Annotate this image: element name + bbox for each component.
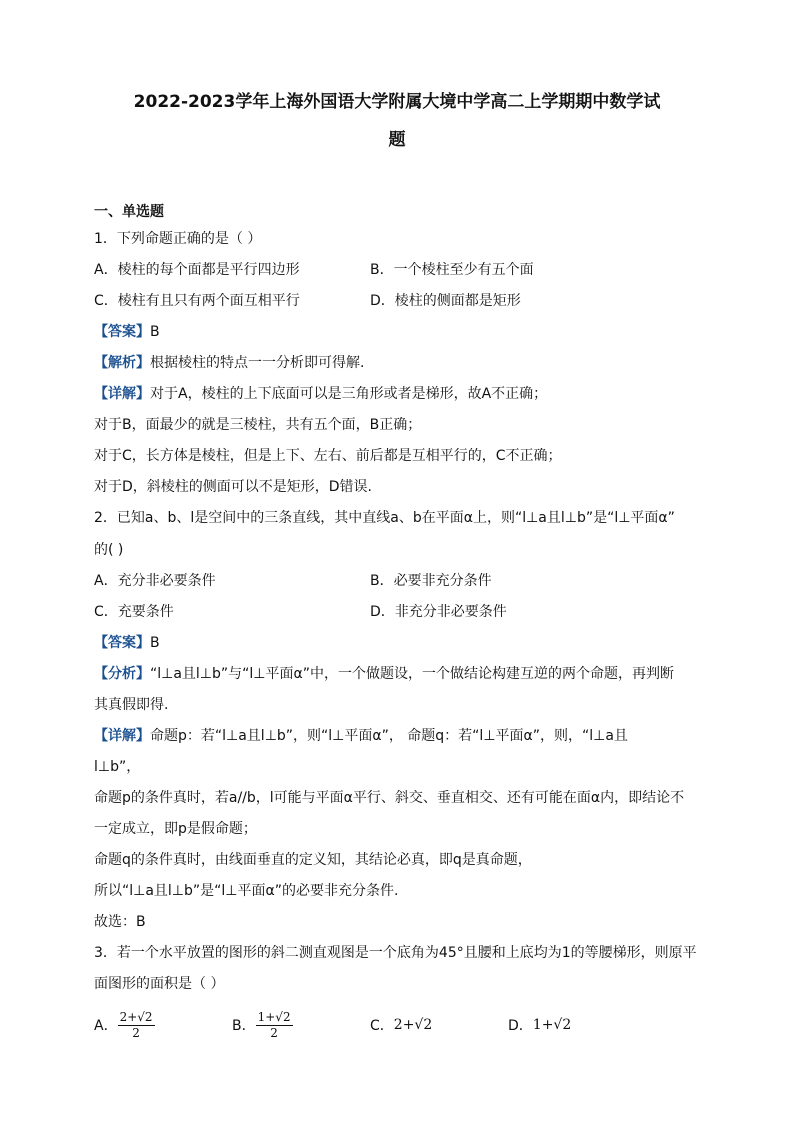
q3-option-d-label: D． — [508, 1018, 533, 1034]
q2-detail-text-4: 一定成立，即p是假命题； — [94, 821, 257, 837]
q1-option-d: D．棱柱的侧面都是矩形 — [370, 293, 521, 309]
q3-option-b-numerator: 1+√2 — [257, 1009, 291, 1024]
q1-answer-value: B — [150, 324, 160, 340]
detail-tag: 【详解】 — [94, 386, 150, 402]
q1-option-b: B．一个棱柱至少有五个面 — [370, 262, 534, 278]
q3-option-b-denominator: 2 — [270, 1025, 278, 1040]
q2-fenxi — [94, 665, 674, 683]
q2-option-a: A．充分非必要条件 — [94, 573, 216, 589]
q2-answer-value: B — [150, 635, 160, 651]
q2-detail — [94, 727, 628, 745]
q2-detail-text-3: 命题p的条件真时，若a//b，l可能与平面α平行、斜交、垂直相交、还有可能在面α内，即结论不 — [94, 790, 685, 806]
q3-option-b-fraction — [256, 1010, 293, 1041]
q1-stem: 1．下列命题正确的是（ ） — [94, 231, 262, 247]
q2-detail-text-2: l⊥b”， — [94, 759, 141, 775]
q2-stem-line2: 的( ) — [94, 542, 124, 558]
q1-detail-text-4: 对于D，斜棱柱的侧面可以不是矩形，D错误. — [94, 479, 373, 495]
q1-detail-text-2: 对于B，面最少的就是三棱柱，共有五个面，B正确； — [94, 417, 422, 433]
q1-detail-text-1: 对于A，棱柱的上下底面可以是三角形或者是梯形，故A不正确； — [150, 386, 548, 402]
q2-answer — [94, 634, 160, 652]
q2-stem-line1: 2．已知a、b、l是空间中的三条直线，其中直线a、b在平面α上，则“l⊥a且l⊥b”是“l⊥平面α” — [94, 510, 675, 526]
q3-option-c-label: C． — [370, 1018, 394, 1034]
q1-detail-text-3: 对于C，长方体是棱柱，但是上下、左右、前后都是互相平行的，C不正确； — [94, 448, 562, 464]
document-title-line2: 题 — [388, 130, 406, 150]
q1-analysis — [94, 354, 364, 372]
fenxi-tag: 【分析】 — [94, 666, 150, 682]
q2-detail-text-6: 所以“l⊥a且l⊥b”是“l⊥平面α”的必要非充分条件. — [94, 883, 399, 899]
q3-option-a-fraction — [118, 1010, 155, 1041]
q1-detail — [94, 385, 547, 403]
q3-option-c — [370, 1005, 432, 1045]
q3-option-d-value: 1+√2 — [532, 1017, 572, 1033]
q2-detail-text-5: 命题q的条件真时，由线面垂直的定义知，其结论必真，即q是真命题， — [94, 852, 532, 868]
q3-option-b — [232, 1005, 293, 1045]
q2-detail-text-1: 命题p：若“l⊥a且l⊥b”，则“l⊥平面α”， 命题q：若“l⊥平面α”，则，“l⊥a且 — [150, 728, 628, 744]
answer-tag: 【答案】 — [94, 635, 150, 651]
q1-analysis-text: 根据棱柱的特点一一分析即可得解. — [150, 355, 365, 371]
q1-answer — [94, 323, 160, 341]
q2-option-c: C．充要条件 — [94, 604, 174, 620]
answer-tag: 【答案】 — [94, 324, 150, 340]
q2-conclusion: 故选：B — [94, 914, 146, 930]
q2-option-d: D．非充分非必要条件 — [370, 604, 507, 620]
document-title-line1: 2022-2023学年上海外国语大学附属大境中学高二上学期期中数学试 — [133, 92, 661, 112]
q3-option-b-label: B． — [232, 1018, 256, 1034]
q2-fenxi-text-1: “l⊥a且l⊥b”与“l⊥平面α”中，一个做题设，一个做结论构建互逆的两个命题，再判断 — [150, 666, 674, 682]
q3-option-c-value: 2+√2 — [393, 1017, 433, 1033]
analysis-tag: 【解析】 — [94, 355, 150, 371]
q3-stem-line2: 面图形的面积是（ ） — [94, 976, 225, 992]
section-heading: 一、单选题 — [94, 204, 164, 220]
q3-stem-line1: 3．若一个水平放置的图形的斜二测直观图是一个底角为45°且腰和上底均为1的等腰梯形，则原平 — [94, 945, 697, 961]
detail-tag: 【详解】 — [94, 728, 150, 744]
q2-fenxi-text-2: 其真假即得. — [94, 697, 169, 713]
q2-option-b: B．必要非充分条件 — [370, 573, 492, 589]
q1-option-c: C．棱柱有且只有两个面互相平行 — [94, 293, 300, 309]
q3-option-a-label: A． — [94, 1018, 118, 1034]
q3-option-a — [94, 1005, 155, 1045]
q1-option-a: A．棱柱的每个面都是平行四边形 — [94, 262, 300, 278]
q3-option-a-denominator: 2 — [132, 1025, 140, 1040]
q3-option-a-numerator: 2+√2 — [119, 1009, 153, 1024]
q3-option-d — [508, 1005, 571, 1045]
